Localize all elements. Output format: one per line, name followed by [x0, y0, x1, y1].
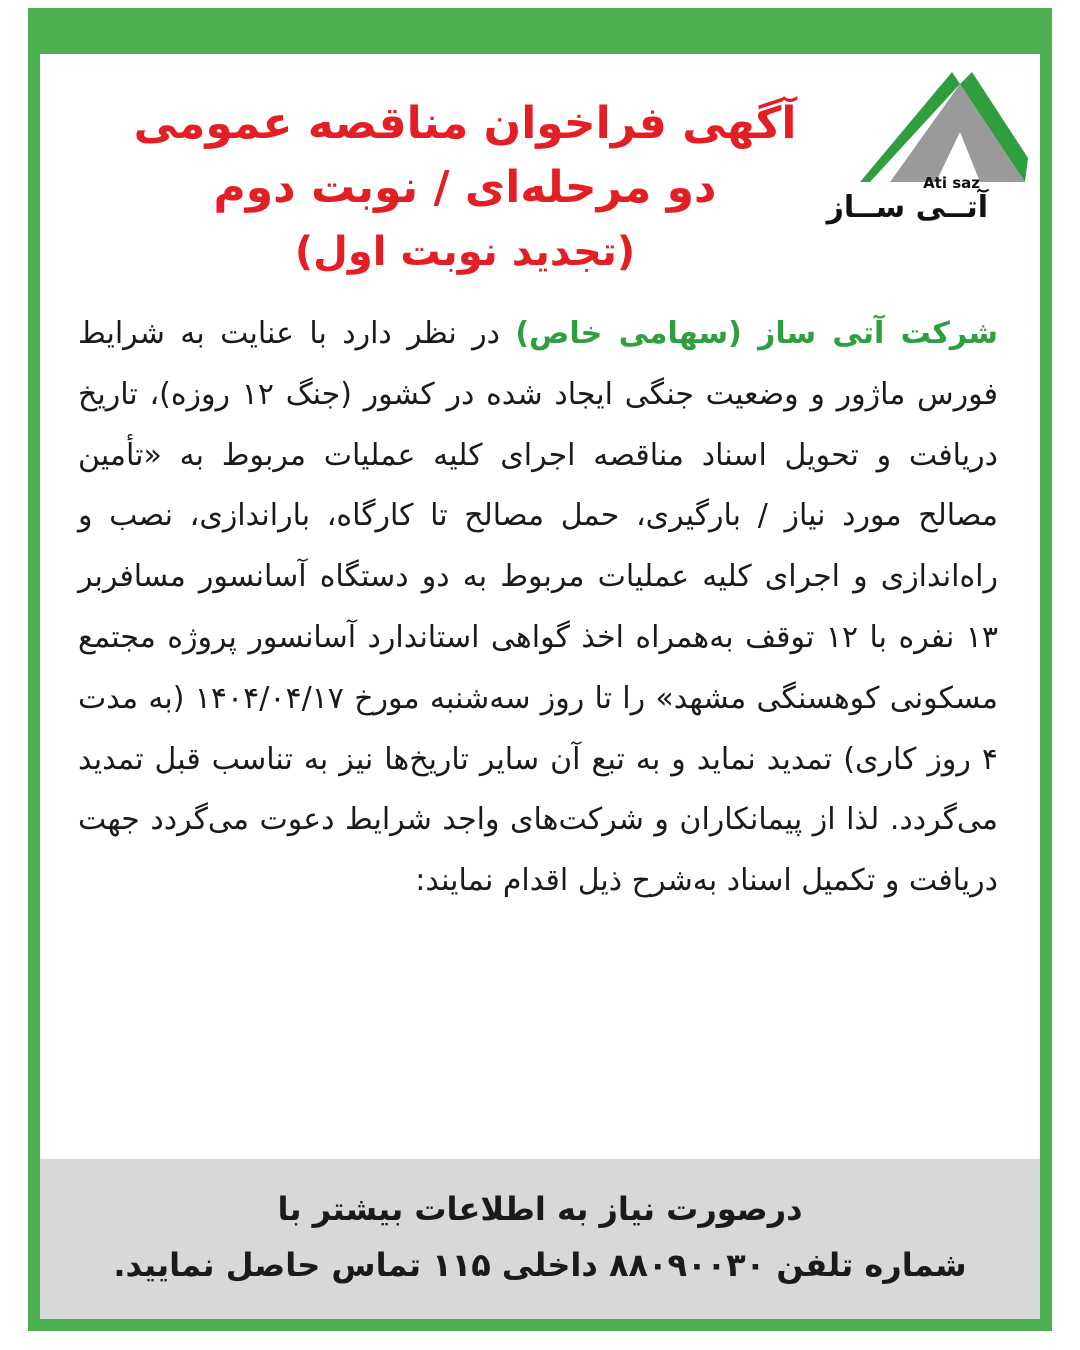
notice-titles: [80, 92, 850, 284]
contact-line-1: درصورت نیاز به اطلاعات بیشتر با: [277, 1190, 803, 1228]
notice-panel: [40, 54, 1040, 1319]
notice-body: [78, 304, 998, 912]
notice-body-text: در نظر دارد با عنایت به شرایط فورس ماژور و وضعیت جنگی ایجاد شده در کشور (جنگ ۱۲ روزه)، تاریخ دریافت و تحویل اسناد مناقصه اجرای کلیه عملیات مربوط به «تأمین مصالح مورد نیاز / بارگیری، حمل مصالح تا کارگاه، باراندازی، نصب و راه‌اندازی و اجرای کلیه عملیات مربوط به دو دستگاه آسانسور مسافربر ۱۳ نفره با ۱۲ توقف به‌همراه اخذ گواهی استاندارد آسانسور پروژه مجتمع مسکونی کوهسنگی مشهد» را تا روز سه‌شنبه مورخ ۱۴۰۴/۰۴/۱۷ (به مدت ۴ روز کاری) تمدید نماید و به تبع آن سایر تاریخ‌ها نیز به تناسب قبل تمدید می‌گردد. لذا از پیمانکاران و شرکت‌های واجد شرایط دعوت می‌گردد جهت دریافت و تکمیل اسناد به‌شرح ذیل اقدام نمایند:: [78, 316, 998, 899]
logo-latin-text: Ati saz: [923, 174, 980, 192]
contact-line-2: شماره تلفن ۸۸۰۹۰۰۳۰ داخلی ۱۱۵ تماس حاصل نمایید.: [113, 1246, 967, 1284]
notice-frame: [28, 8, 1052, 1331]
company-name: شرکت آتی ساز (سهامی خاص): [515, 316, 998, 351]
logo-persian-text: آتــی ســاز: [826, 190, 988, 225]
notice-subtitle: دو مرحله‌ای / نوبت دوم: [213, 162, 717, 213]
triangle-logo-icon: [860, 62, 1030, 192]
notice-renewal-note: (تجدید نوبت اول): [294, 229, 636, 275]
contact-footer: [40, 1159, 1040, 1319]
company-logo: [826, 62, 1030, 232]
notice-title: آگهی فراخوان مناقصه عمومی: [133, 98, 797, 149]
